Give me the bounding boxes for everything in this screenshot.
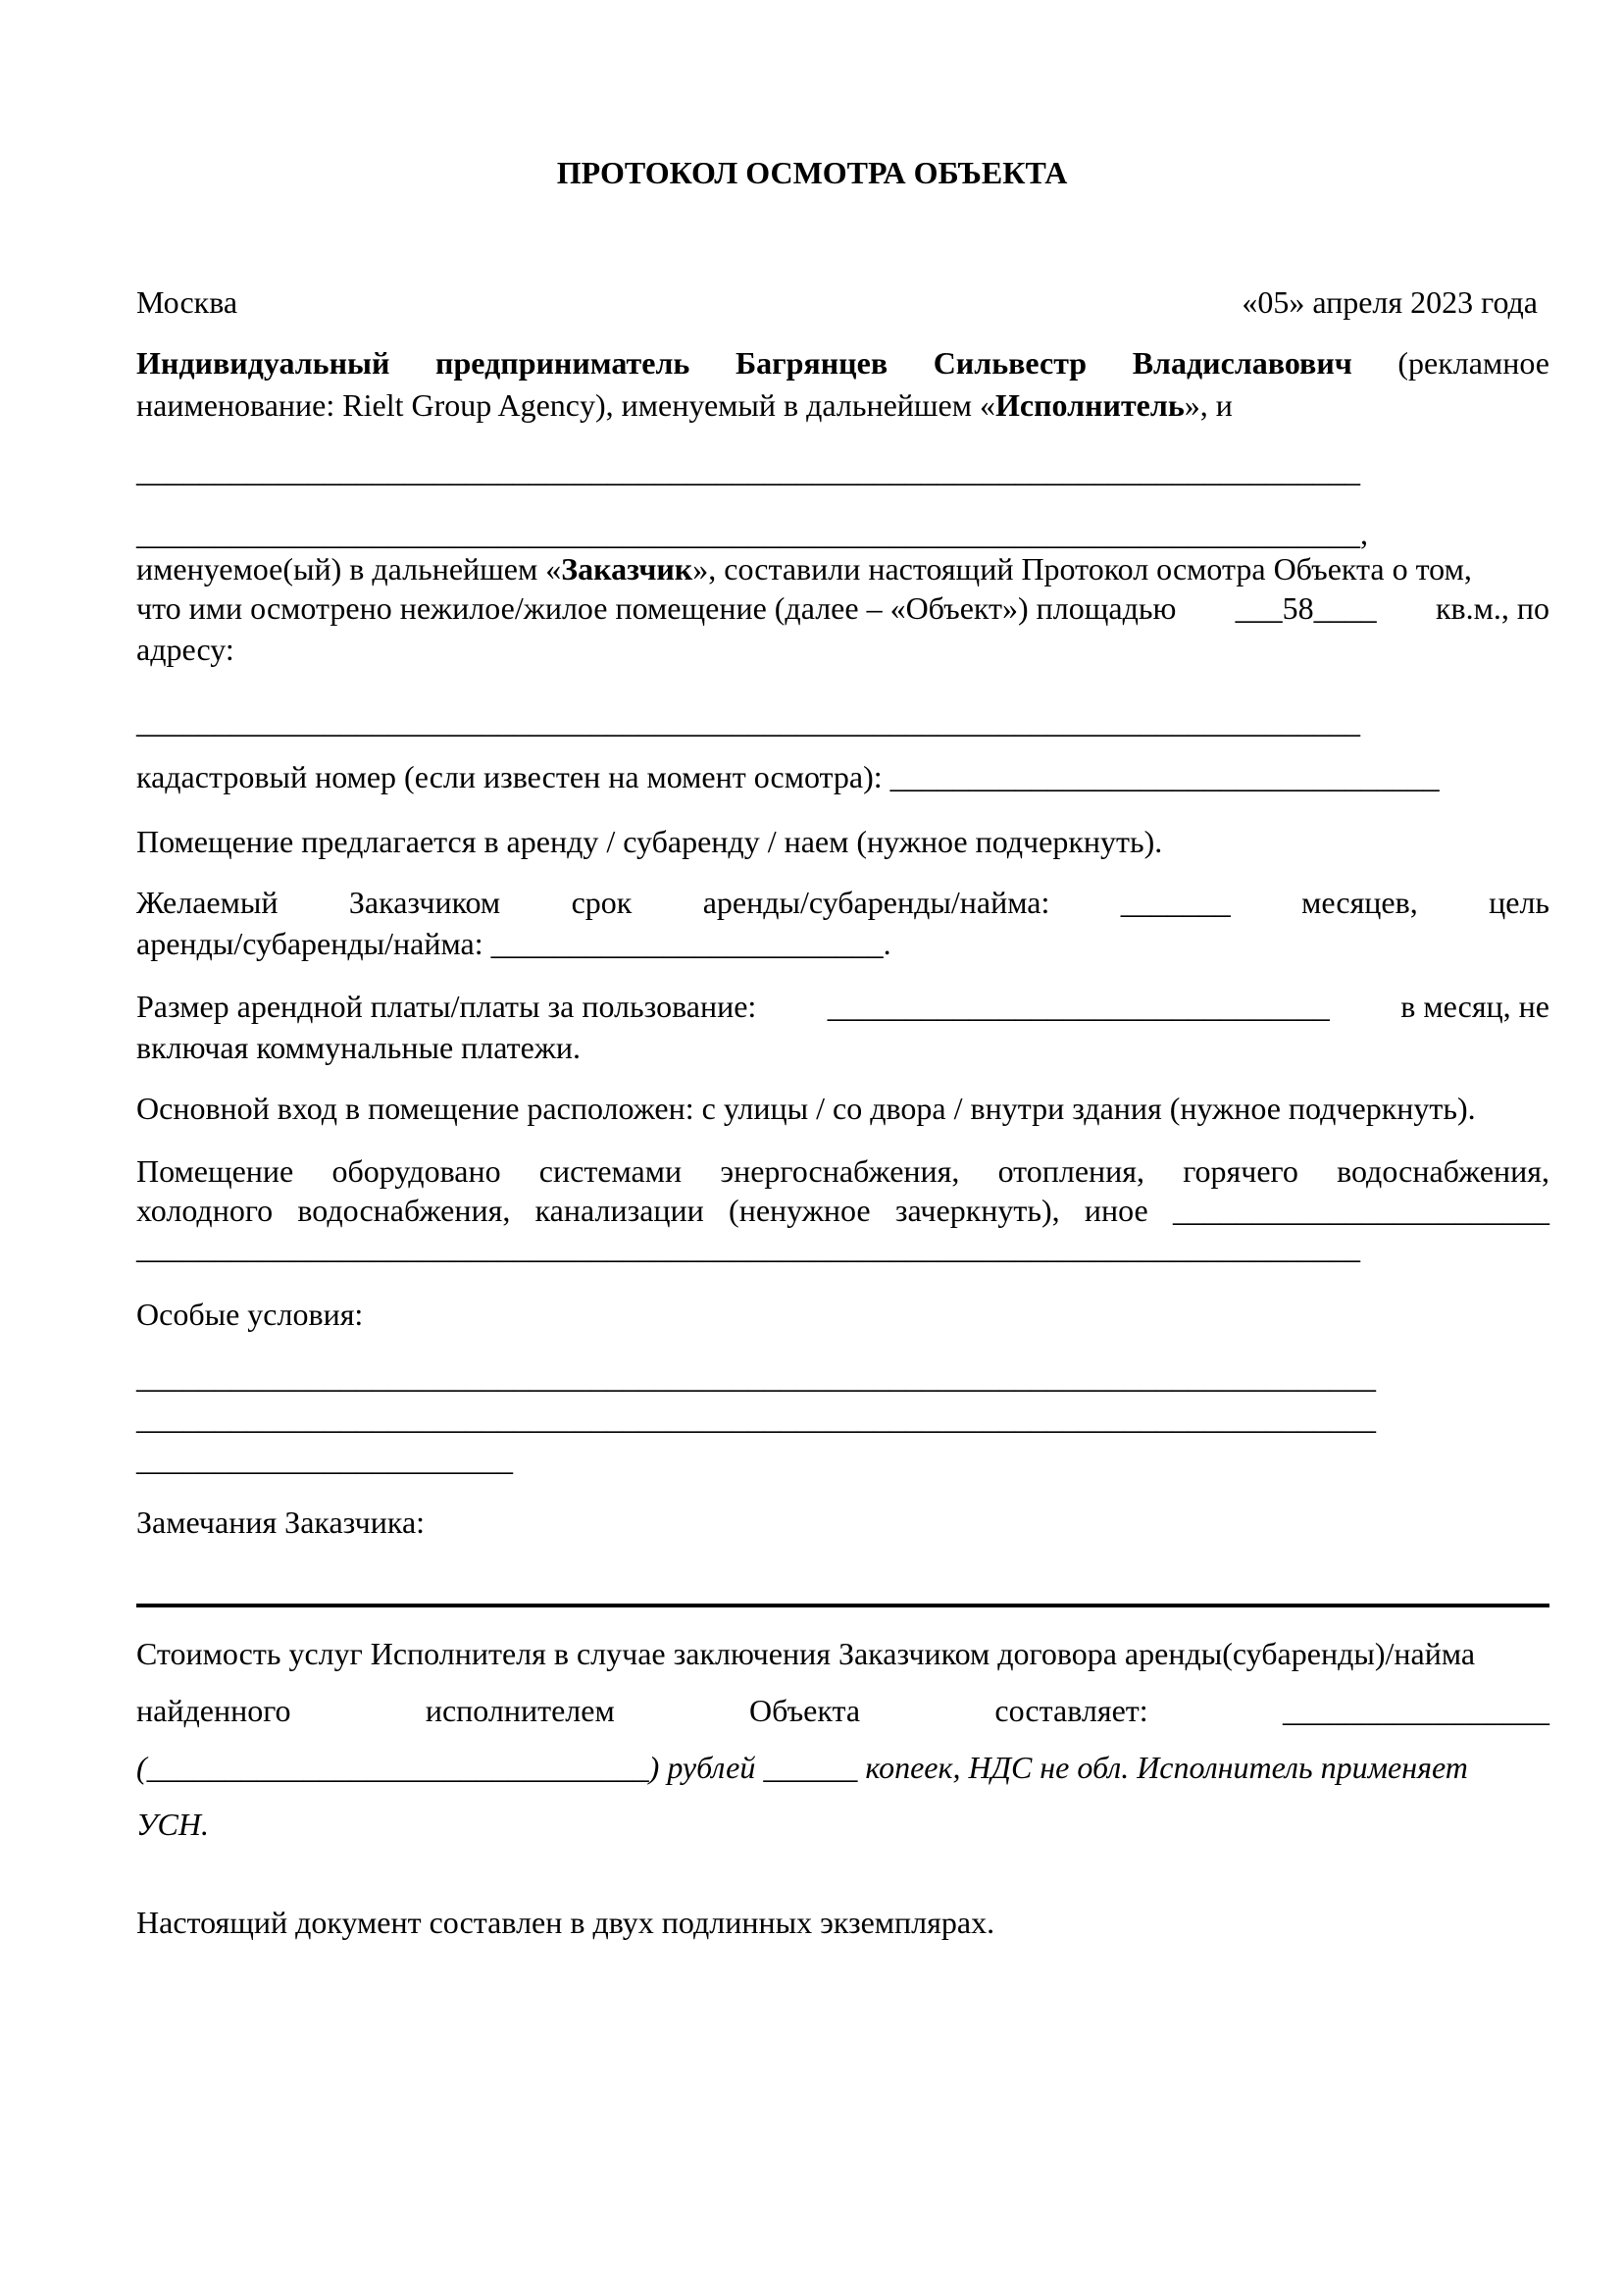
blank-line-customer-2: ______________________________________________________________________________, bbox=[136, 516, 1368, 551]
text: наименование: Rielt Group Agency), именуемый в дальнейшем « bbox=[136, 387, 995, 423]
text: в месяц, не bbox=[1400, 989, 1549, 1024]
special-conditions-line: _______________________________________________________________________________ bbox=[136, 1359, 1376, 1395]
word: аренды/субаренды/найма: bbox=[702, 885, 1050, 920]
word: Заказчиком bbox=[348, 885, 501, 920]
cost-line1: Стоимость услуг Исполнителя в случае заключения Заказчиком договора аренды(субаренды)/найма bbox=[136, 1636, 1476, 1671]
blank-line-address: ______________________________________________________________________________ bbox=[136, 704, 1360, 739]
word: отопления, bbox=[997, 1153, 1144, 1189]
entrance: Основной вход в помещение расположен: с улицы / со двора / внутри здания (нужное подчеркнуть). bbox=[136, 1091, 1476, 1126]
word: Объекта bbox=[749, 1693, 861, 1728]
word: оборудовано bbox=[331, 1153, 501, 1189]
text: », и bbox=[1184, 387, 1233, 423]
special-conditions-line: ________________________ bbox=[136, 1442, 513, 1477]
word: Желаемый bbox=[136, 885, 279, 920]
city: Москва bbox=[136, 284, 238, 320]
word: Помещение bbox=[136, 1153, 294, 1189]
customer-remarks-label: Замечания Заказчика: bbox=[136, 1504, 426, 1540]
word: водоснабжения, bbox=[297, 1193, 511, 1228]
word: системами bbox=[538, 1153, 683, 1189]
text: кв.м., по bbox=[1435, 590, 1549, 626]
systems-line3: ______________________________________________________________________________ bbox=[136, 1230, 1360, 1265]
word: предприниматель bbox=[435, 345, 690, 381]
word: водоснабжения, bbox=[1337, 1153, 1549, 1189]
term-months-blank: _______ bbox=[1120, 885, 1231, 920]
fee-blank: ________________________________ bbox=[827, 989, 1330, 1024]
word: исполнителем bbox=[425, 1693, 615, 1728]
word: месяцев, bbox=[1301, 885, 1418, 920]
customer-term: Заказчик bbox=[561, 551, 693, 586]
executor-term: Исполнитель bbox=[995, 387, 1185, 423]
word: горячего bbox=[1183, 1153, 1298, 1189]
paragraph-executor-line1 bbox=[136, 343, 1549, 382]
paragraph-customer-line2 bbox=[136, 588, 1549, 628]
word: Сильвестр bbox=[933, 345, 1088, 381]
systems-other-blank: ________________________ bbox=[1172, 1193, 1549, 1228]
blank-line-customer-1: ______________________________________________________________________________ bbox=[136, 453, 1360, 488]
word: Владиславович bbox=[1132, 345, 1352, 381]
text: », составили настоящий Протокол осмотра Объекта о том, bbox=[692, 551, 1472, 586]
word: канализации bbox=[534, 1193, 704, 1228]
document-title: ПРОТОКОЛ ОСМОТРА ОБЪЕКТА bbox=[556, 155, 1068, 190]
cadastral-number: кадастровый номер (если известен на момент осмотра): ___________________________________ bbox=[136, 759, 1440, 794]
word: зачеркнуть), bbox=[894, 1193, 1060, 1228]
term-line1 bbox=[136, 883, 1549, 922]
word: холодного bbox=[136, 1193, 274, 1228]
word: составляет: bbox=[994, 1693, 1148, 1728]
systems-line1 bbox=[136, 1151, 1549, 1191]
rent-type: Помещение предлагается в аренду / субаренду / наем (нужное подчеркнуть). bbox=[136, 824, 1163, 859]
word: (ненужное bbox=[729, 1193, 871, 1228]
text: Размер арендной платы/платы за пользование: bbox=[136, 989, 757, 1024]
cost-blank: _________________ bbox=[1282, 1693, 1549, 1728]
area-value: ___58____ bbox=[1235, 590, 1377, 626]
paragraph-executor-line2 bbox=[136, 385, 1233, 425]
special-conditions-line: _______________________________________________________________________________ bbox=[136, 1401, 1376, 1436]
word: Багрянцев bbox=[735, 345, 888, 381]
systems-line2 bbox=[136, 1191, 1549, 1230]
word: найденного bbox=[136, 1693, 291, 1728]
paragraph-customer-line1 bbox=[136, 549, 1472, 588]
word: срок bbox=[571, 885, 633, 920]
cost-line2 bbox=[136, 1691, 1549, 1730]
text: именуемое(ый) в дальнейшем « bbox=[136, 551, 562, 586]
fee-line2: включая коммунальные платежи. bbox=[136, 1030, 582, 1065]
cost-line4: УСН. bbox=[136, 1807, 209, 1842]
remarks-rule bbox=[136, 1604, 1549, 1607]
word: энергоснабжения, bbox=[720, 1153, 960, 1189]
fee-line1 bbox=[136, 987, 1549, 1026]
word: (рекламное bbox=[1397, 345, 1549, 381]
special-conditions-label: Особые условия: bbox=[136, 1297, 364, 1332]
document-date: «05» апреля 2023 года bbox=[1242, 284, 1538, 320]
term-line2: аренды/субаренды/найма: _________________________. bbox=[136, 926, 891, 961]
document-footer: Настоящий документ составлен в двух подлинных экземплярах. bbox=[136, 1905, 995, 1940]
cost-line3: (________________________________) рублей ______ копеек, НДС не обл. Исполнитель применяет bbox=[136, 1750, 1468, 1785]
word: иное bbox=[1084, 1193, 1148, 1228]
word: цель bbox=[1489, 885, 1549, 920]
word: Индивидуальный bbox=[136, 345, 390, 381]
text: что ими осмотрено нежилое/жилое помещение (далее – «Объект») площадью bbox=[136, 590, 1177, 626]
paragraph-customer-line3: адресу: bbox=[136, 632, 234, 667]
